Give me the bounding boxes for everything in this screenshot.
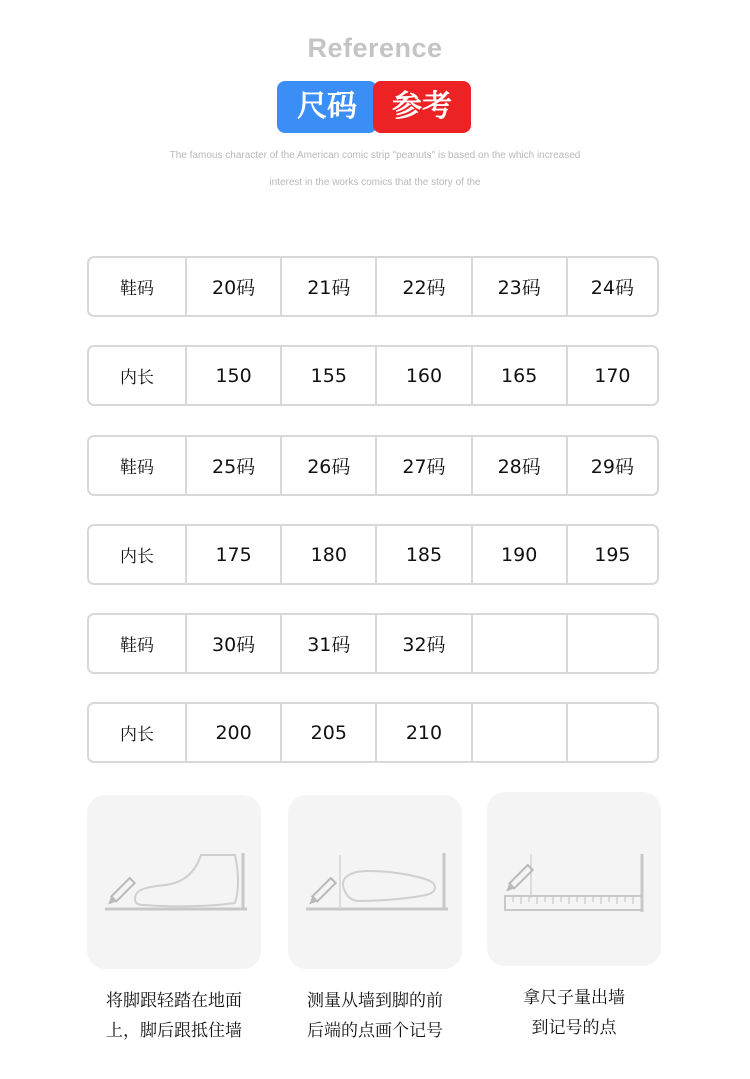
table-row [87,256,659,317]
size-reference-badges [277,81,471,133]
table-row [87,702,659,763]
table-cell: 170 [566,347,657,404]
subtitle-line-2: interest in the works comics that the story of the [269,177,481,188]
table-cell: 190 [471,526,566,583]
step-3-line-2: 到记号的点 [531,1018,617,1038]
table-cell: 185 [375,526,470,583]
badge-size: 尺码 [277,81,377,133]
pencil-icon [106,878,135,907]
table-cell: 21码 [280,258,375,315]
table-cell: 175 [185,526,280,583]
foot-side-icon [87,795,261,969]
step-1-line-2: 上，脚后跟抵住墙 [106,1021,242,1041]
table-cell: 23码 [471,258,566,315]
table-cell [566,615,657,672]
subtitle-line-1: The famous character of the American comic strip "peanuts" is based on the which increased [169,150,581,161]
table-cell: 200 [185,704,280,761]
row-label: 内长 [120,547,154,567]
table-cell: 20码 [185,258,280,315]
row-label: 鞋码 [120,458,154,478]
table-row [87,613,659,674]
reference-title: Reference [307,33,443,63]
table-cell: 26码 [280,437,375,494]
step-3-text [474,983,674,1043]
step-3-card [487,792,661,966]
table-cell: 205 [280,704,375,761]
table-row [87,524,659,585]
ruler-icon [487,792,661,966]
table-cell: 29码 [566,437,657,494]
table-cell: 24码 [566,258,657,315]
step-1-card [87,795,261,969]
badge-reference: 参考 [373,81,471,133]
row-label: 内长 [120,725,154,745]
table-cell: 28码 [471,437,566,494]
step-1-line-1: 将脚跟轻踏在地面 [106,991,242,1011]
table-row [87,435,659,496]
table-cell [471,704,566,761]
pencil-icon [307,878,336,907]
table-cell: 160 [375,347,470,404]
table-cell: 22码 [375,258,470,315]
table-cell: 165 [471,347,566,404]
step-2-text [275,986,475,1046]
table-row [87,345,659,406]
table-cell: 25码 [185,437,280,494]
step-2-line-1: 测量从墙到脚的前 [307,991,443,1011]
table-cell [471,615,566,672]
table-cell: 32码 [375,615,470,672]
table-cell: 27码 [375,437,470,494]
table-cell: 155 [280,347,375,404]
step-3-line-1: 拿尺子量出墙 [523,988,625,1008]
step-2-line-2: 后端的点画个记号 [307,1021,443,1041]
foot-top-icon [288,795,462,969]
step-2-card [288,795,462,969]
pencil-icon [504,865,533,894]
table-cell: 31码 [280,615,375,672]
row-label: 鞋码 [120,279,154,299]
table-cell: 30码 [185,615,280,672]
table-cell: 150 [185,347,280,404]
row-label: 鞋码 [120,636,154,656]
table-cell: 180 [280,526,375,583]
row-label: 内长 [120,368,154,388]
step-1-text [74,986,274,1046]
table-cell: 195 [566,526,657,583]
table-cell [566,704,657,761]
table-cell: 210 [375,704,470,761]
